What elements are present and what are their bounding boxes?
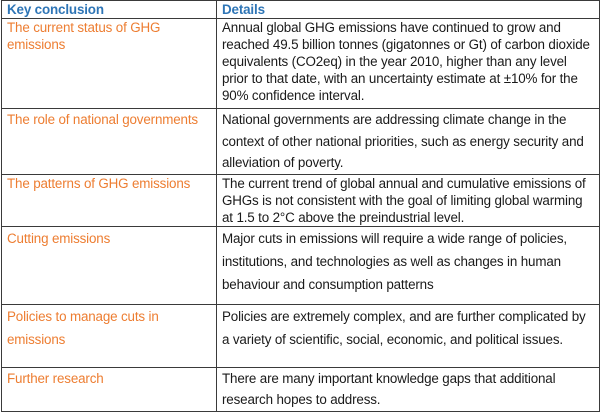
details-cell: National governments are addressing climate change in the context of other national priorities, such as energy security and alleviation of poverty. (217, 109, 600, 175)
table-row (2, 19, 600, 109)
details-cell: Annual global GHG emissions have continued to grow and reached 49.5 billion tonnes (gigatonnes or Gt) of carbon dioxide equivalents (CO2eq) in the year 2010, higher than any level prior to that date, with an uncertainty estimate at ±10% for the 90% confidence interval. (217, 19, 600, 109)
key-conclusion-cell: The current status of GHG emissions (2, 19, 217, 109)
header-row (2, 1, 600, 19)
table-row (2, 175, 600, 227)
key-conclusion-cell: The role of national governments (2, 109, 217, 175)
details-cell: Major cuts in emissions will require a wide range of policies, institutions, and technologies as well as changes in human behaviour and consumption patterns (217, 227, 600, 305)
table-row (2, 368, 600, 412)
key-conclusion-cell: Further research (2, 368, 217, 412)
table-row (2, 109, 600, 175)
key-conclusion-cell: Cutting emissions (2, 227, 217, 305)
key-conclusion-cell: The patterns of GHG emissions (2, 175, 217, 227)
details-cell: The current trend of global annual and cumulative emissions of GHGs is not consistent with the goal of limiting global warming at 1.5 to 2°C above the preindustrial level. (217, 175, 600, 227)
header-key-conclusion: Key conclusion (2, 1, 217, 19)
conclusions-table (1, 0, 600, 412)
table-row (2, 305, 600, 368)
details-cell: There are many important knowledge gaps that additional research hopes to address. (217, 368, 600, 412)
details-cell: Policies are extremely complex, and are further complicated by a variety of scientific, social, economic, and political issues. (217, 305, 600, 368)
header-details: Details (217, 1, 600, 19)
key-conclusion-cell: Policies to manage cuts in emissions (2, 305, 217, 368)
table-row (2, 227, 600, 305)
